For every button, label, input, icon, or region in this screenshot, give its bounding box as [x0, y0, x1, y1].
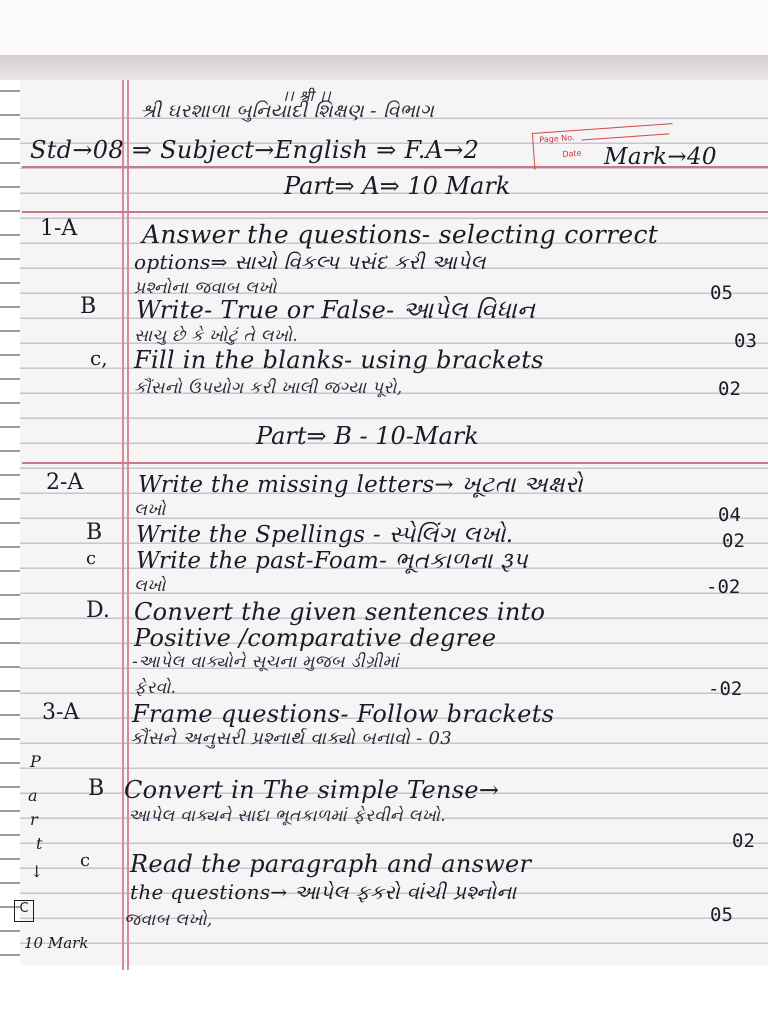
- q3a-line2: કૌંસને અનુસરી પ્રશ્નાર્થ વાક્યો બનાવો - 03: [130, 728, 452, 749]
- q3b-mark: 02: [732, 830, 755, 852]
- q2c-line2: લખો: [134, 576, 166, 596]
- margin-note-p: P: [30, 752, 41, 771]
- q3c-line2: the questions→ આપેલ ફકરો વાંચી પ્રશ્નોના: [130, 880, 517, 904]
- q2a-line2: લખો: [134, 500, 166, 520]
- q3b-line2: આપેલ વાક્યને સાદા ભૂતકાળમાં ફેરવીને લખો.: [128, 806, 446, 826]
- part-a-heading: Part⇒ A⇒ 10 Mark: [284, 172, 511, 200]
- stamp-line: [581, 133, 669, 140]
- rule-under-part-a: [22, 211, 768, 213]
- q3b-label: B: [88, 776, 105, 801]
- spiral-binding: [0, 80, 20, 970]
- q1a-line2: options⇒ સાચો વિકલ્પ પસંદ કરી આપેલ: [134, 250, 486, 274]
- q1a-label: 1-A: [40, 216, 78, 241]
- q1b-line2: સાચુ છે કે ખોટું તે લખો.: [134, 326, 299, 346]
- q2a-line1: Write the missing letters→ ખૂટતા અક્ષરો: [138, 472, 583, 498]
- q1a-line1: Answer the questions- selecting correct: [142, 220, 659, 249]
- q2d-line4: ફેરવો.: [134, 678, 177, 698]
- q1c-label: c,: [90, 346, 108, 370]
- q2b-label: B: [86, 520, 103, 545]
- q3c-line3: જવાબ લખો,: [124, 910, 213, 930]
- q2d-line3: -આપેલ વાક્યોને સૂચના મુજબ ડીગ્રીમાં: [132, 652, 400, 672]
- q3a-line1: Frame questions- Follow brackets: [132, 700, 555, 728]
- q1c-mark: 02: [718, 378, 741, 400]
- q2b-line1: Write the Spellings - સ્પેલિંગ લખો.: [136, 522, 514, 548]
- margin-note-boxed-c: C: [14, 900, 34, 922]
- margin-note-10-mark: 10 Mark: [24, 934, 89, 952]
- q2d-label: D.: [86, 598, 110, 623]
- q3b-line1: Convert in The simple Tense→: [124, 776, 500, 804]
- std-subject-line: Std→08 ⇒ Subject→English ⇒ F.A→2: [30, 136, 480, 164]
- q2c-mark: -02: [706, 576, 741, 598]
- q2d-mark: -02: [708, 678, 743, 700]
- top-title: ।। श्री ।।: [282, 87, 331, 105]
- q1b-label: B: [80, 294, 97, 319]
- margin-note-t: t: [36, 834, 43, 853]
- part-b-heading: Part⇒ B - 10-Mark: [256, 422, 479, 450]
- q2a-mark: 04: [718, 504, 741, 526]
- school-line: શ્રી ઘરશાળા બુનિયાદી શિક્ષણ - વિભાગ: [140, 100, 434, 122]
- q1a-line3: પ્રશ્નોના જવાબ લખો: [134, 278, 277, 298]
- q2b-mark: 02: [722, 530, 745, 552]
- stamp-date-label: Date: [562, 148, 582, 159]
- q1b-line1: Write- True or False- આપેલ વિધાન: [136, 296, 536, 324]
- total-mark: Mark→40: [604, 144, 717, 170]
- margin-note-a: a: [28, 786, 38, 805]
- margin-line-right: [127, 80, 129, 970]
- notebook-top-edge: [0, 55, 768, 83]
- q2c-label: c: [86, 548, 97, 569]
- q1c-line1: Fill in the blanks- using brackets: [134, 346, 544, 374]
- q3a-label: 3-A: [42, 700, 80, 725]
- q1b-mark: 03: [734, 330, 757, 352]
- q3c-line1: Read the paragraph and answer: [130, 850, 532, 878]
- stamp-page-label: Page No.: [539, 133, 575, 145]
- q1a-mark: 05: [710, 282, 733, 304]
- q3c-label: c: [80, 850, 91, 871]
- page-bottom-blank: [0, 965, 768, 1024]
- q3c-mark: 05: [710, 904, 733, 926]
- q2d-line2: Positive /comparative degree: [134, 624, 497, 652]
- q2c-line1: Write the past-Foam- ભૂતકાળના રૂપ: [136, 548, 528, 574]
- q2d-line1: Convert the given sentences into: [134, 598, 546, 626]
- q2a-label: 2-A: [46, 470, 84, 495]
- rule-under-part-b: [22, 462, 768, 464]
- margin-note-arrow: ↓: [30, 862, 44, 881]
- margin-note-r: r: [30, 810, 38, 829]
- q1c-line2: કૌંસનો ઉપયોગ કરી ખાલી જગ્યા પૂરો,: [134, 378, 403, 398]
- margin-line-left: [122, 80, 124, 970]
